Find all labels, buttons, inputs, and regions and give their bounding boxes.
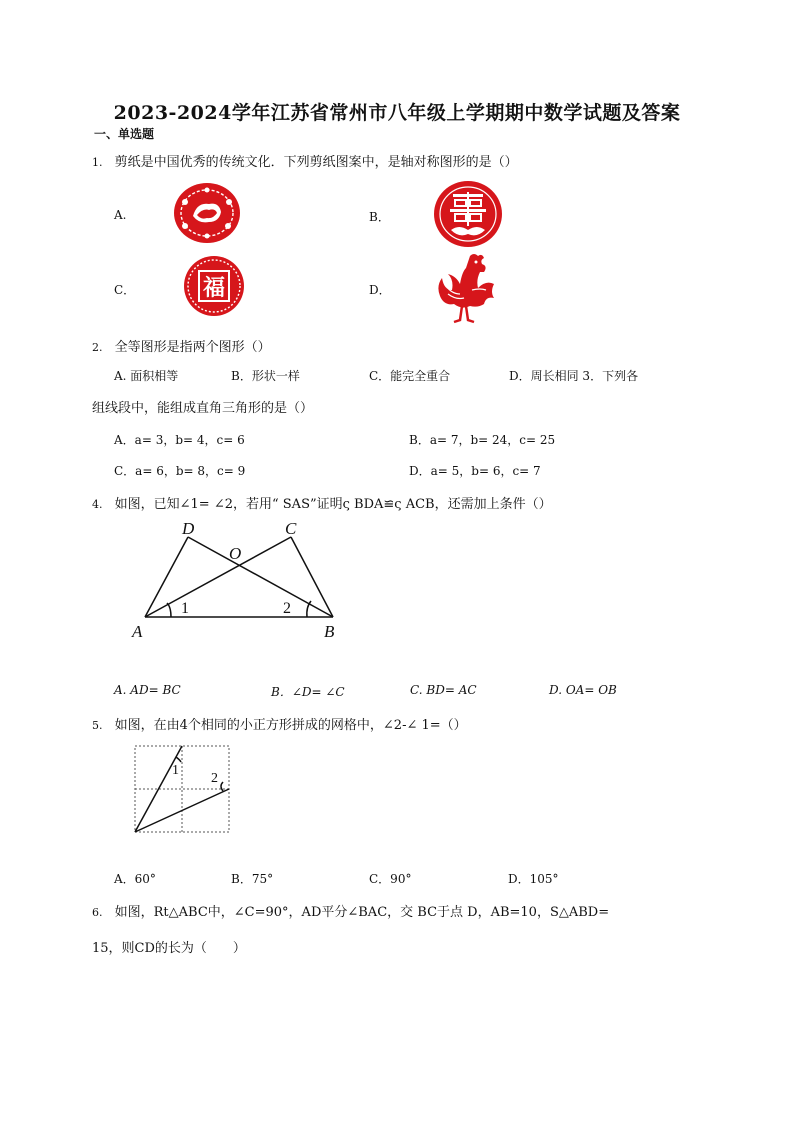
papercut-c-image [183, 255, 245, 317]
option-c: C．90° [369, 872, 412, 886]
question-text: 如图，已知∠1= ∠2，若用“ SAS”证明ς BDA≌ς ACB，还需加上条件（） [114, 497, 552, 512]
option-b: B．∠D= ∠C [271, 685, 345, 699]
point-c-label: C [285, 519, 297, 538]
option-a: A．a= 3，b= 4，c= 6 [114, 433, 245, 447]
option-b: B．a= 7，b= 24，c= 25 [409, 433, 556, 447]
option-d: D．周长相同 3．下列各 [509, 369, 639, 383]
option-c: C. BD= AC [410, 683, 477, 697]
option-b-label: B． [369, 210, 390, 224]
papercut-a-image [173, 182, 241, 244]
point-b-label: B [324, 622, 335, 641]
option-c-label: C． [114, 283, 136, 297]
question-text: 如图，在由4个相同的小正方形拼成的网格中，∠2-∠ 1=（） [114, 718, 467, 733]
option-d-label: D． [369, 283, 391, 297]
page-title: 2023-2024学年江苏省常州市八年级上学期期中数学试题及答案 [113, 102, 681, 124]
papercut-b-image [433, 180, 503, 248]
option-c: C．能完全重合 [369, 369, 451, 383]
question-text: 剪纸是中国优秀的传统文化．下列剪纸图案中，是轴对称图形的是（） [114, 155, 518, 170]
angle-1-label: 1 [181, 600, 189, 617]
option-a: A. AD= BC [114, 683, 181, 697]
option-a: A．60° [114, 872, 156, 886]
question-number: 1. [92, 156, 103, 169]
question-4 [92, 493, 552, 512]
option-c: C．a= 6，b= 8，c= 9 [114, 464, 246, 478]
question-2 [92, 336, 271, 355]
question-text: 如图，Rt△ABC中，∠C=90°，AD平分∠BAC，交 BC于点 D，AB=10，S△ABD= [114, 905, 610, 920]
option-a-label: A. [114, 208, 127, 222]
angle-2-label: 2 [211, 771, 218, 786]
question-1 [92, 151, 518, 170]
question-6-continuation: 15，则CD的长为（ ） [92, 941, 246, 956]
question-5 [92, 714, 467, 733]
question-number: 5. [92, 719, 103, 732]
question-number: 2. [92, 341, 103, 354]
option-b: B．形状一样 [231, 369, 300, 383]
question-text: 全等图形是指两个图形（） [114, 340, 271, 355]
triangle-figure [125, 515, 355, 645]
point-d-label: D [182, 519, 195, 538]
svg-text:福: 福 [202, 276, 226, 301]
section-heading: 一、单选题 [94, 127, 155, 141]
angle-1-label: 1 [172, 763, 179, 778]
point-a-label: A [132, 622, 143, 641]
option-d: D．a= 5，b= 6，c= 7 [409, 464, 541, 478]
papercut-d-image [432, 250, 498, 324]
option-a: A. 面积相等 [114, 369, 179, 383]
grid-figure [133, 744, 233, 836]
question-number: 4. [92, 498, 103, 511]
angle-2-label: 2 [283, 600, 291, 617]
question-6 [92, 901, 609, 920]
point-o-label: O [229, 544, 242, 563]
question-3-text: 组线段中，能组成直角三角形的是（） [92, 401, 314, 416]
option-d: D．105° [508, 872, 559, 886]
option-d: D. OA= OB [549, 683, 617, 697]
option-b: B．75° [231, 872, 274, 886]
question-number: 6. [92, 906, 103, 919]
